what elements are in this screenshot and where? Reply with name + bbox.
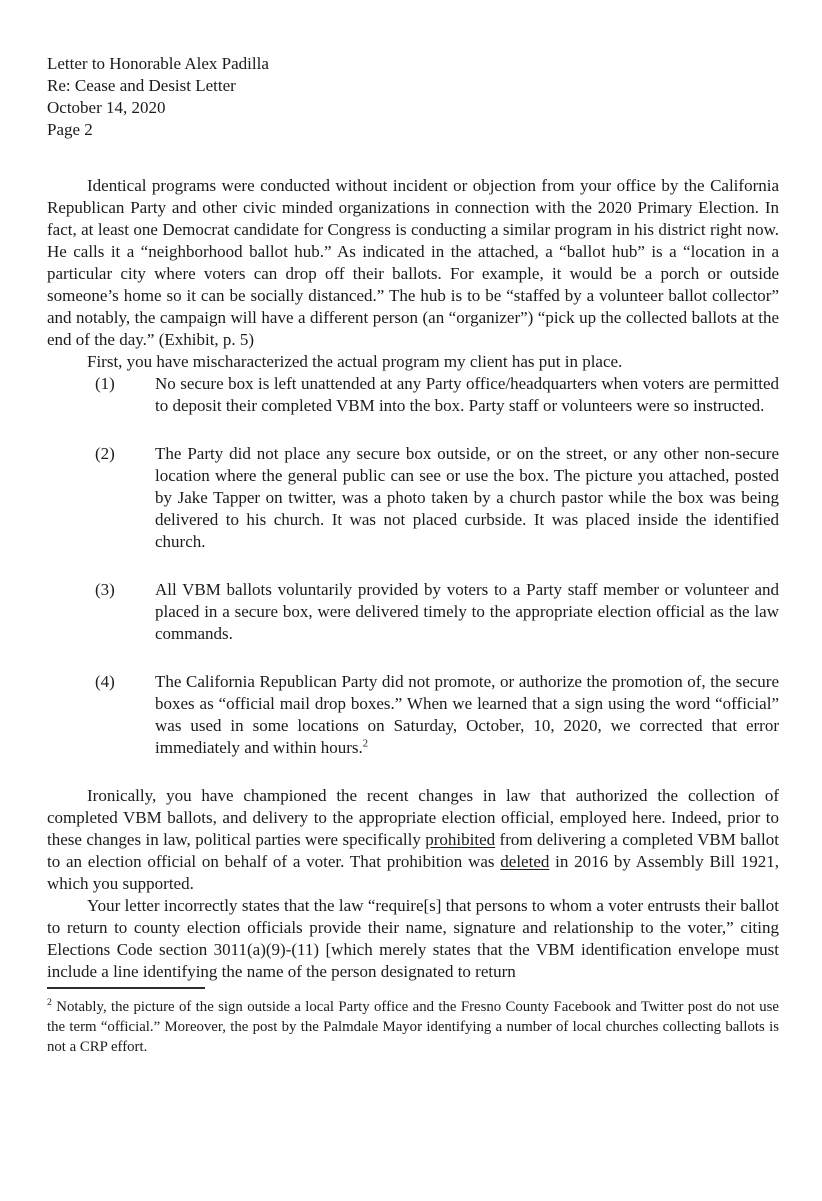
ironically-text-1: Ironically, you have championed the recent changes in law that authorized the collection of completed VBM ballots, and delivery to the appropriate election official, employed here. Indeed, prior to these changes in law, political parties were specifically — [47, 786, 779, 849]
list-item-1 — [95, 373, 779, 417]
paragraph-your-letter: Your letter incorrectly states that the law “require[s] that persons to whom a voter entrusts their ballot to return to county election officials provide their name, signature and relationship to the voter,” citing Elections Code section 3011(a)(9)-(11) [which merely states that the VBM identification envelope must include a line identifying the name of the person designated to return — [47, 896, 779, 981]
underlined-word-prohibited: prohibited — [425, 830, 496, 849]
underlined-word-deleted: deleted — [500, 852, 550, 871]
item-text-3: All VBM ballots voluntarily provided by voters to a Party staff member or volunteer and placed in a secure box, were delivered timely to the appropriate election official as the law commands. — [155, 580, 779, 643]
paragraph-ironically — [47, 785, 779, 895]
item-text-2: The Party did not place any secure box outside, or on the street, or any other non-secure location where the general public can see or use the box. The picture you attached, posted by Jake Tapper on twitter, was a photo taken by a church pastor while the box was being delivered to his church. It was not placed curbside. It was placed inside the identified church. — [155, 444, 779, 551]
header-date: October 14, 2020 — [47, 98, 166, 117]
item-number-2: (2) — [95, 444, 115, 463]
paragraph-identical-programs: Identical programs were conducted without incident or objection from your office by the California Republican Party and other civic minded organizations in connection with the 2020 Primary Election. In fact, at least one Democrat candidate for Congress is conducting a similar program in his district right now. He calls it a “neighborhood ballot hub.” As indicated in the attached, a “ballot hub” is a “location in a particular city where voters can drop off their ballots. For example, it would be a porch or outside someone’s home so it can be socially distanced.” The hub is to be “staffed by a volunteer ballot collector” and notably, the campaign will have a different person (an “organizer”) “pick up the collected ballots at the end of the day.” (Exhibit, p. 5) — [47, 176, 779, 349]
item-number-4: (4) — [95, 672, 115, 691]
header-subject: Re: Cease and Desist Letter — [47, 76, 236, 95]
item-number-3: (3) — [95, 580, 115, 599]
ironically-text-3: in 2016 by Assembly Bill 1921, which you supported. — [47, 852, 779, 893]
header-recipient: Letter to Honorable Alex Padilla — [47, 54, 269, 73]
footnote-marker-2: 2 — [47, 997, 52, 1009]
footnote-separator-rule — [47, 987, 205, 989]
list-item-4 — [95, 671, 779, 759]
item-text-1: No secure box is left unattended at any Party office/headquarters when voters are permitted to deposit their completed VBM into the box. Party staff or volunteers were so instructed. — [155, 374, 779, 415]
numbered-list — [47, 373, 779, 759]
item-number-1: (1) — [95, 374, 115, 393]
item-text-4: The California Republican Party did not promote, or authorize the promotion of, the secure boxes as “official mail drop boxes.” When we learned that a sign using the word “official” was used in some locations on Saturday, October, 10, 2020, we corrected that error immediately and within hours. — [155, 672, 779, 757]
footnote-reference-2: 2 — [362, 738, 369, 750]
header-page-number: Page 2 — [47, 120, 93, 139]
footnote — [47, 997, 779, 1057]
list-item-3 — [95, 579, 779, 645]
ironically-text-2: from delivering a completed VBM ballot to an election official on behalf of a voter. That prohibition was — [47, 830, 779, 871]
letter-header — [47, 53, 779, 141]
paragraph-first-statement: First, you have mischaracterized the actual program my client has put in place. — [87, 352, 623, 371]
list-item-2 — [95, 443, 779, 553]
footnote-text: Notably, the picture of the sign outside a local Party office and the Fresno County Facebook and Twitter post do not use the term “official.” Moreover, the post by the Palmdale Mayor identifying a number of local churches collecting ballots is not a CRP effort. — [47, 999, 779, 1055]
